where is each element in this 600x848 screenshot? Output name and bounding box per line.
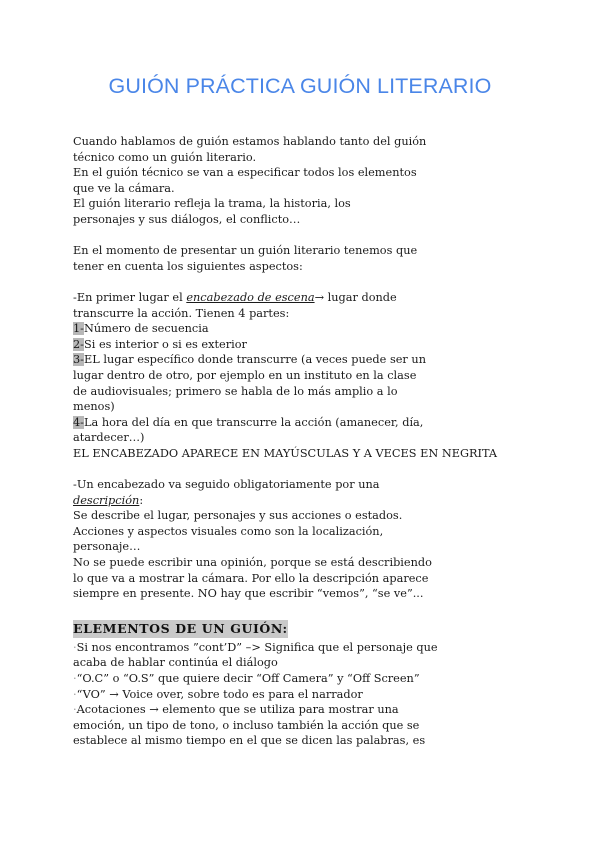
text-line: En el guión técnico se van a especificar todos los elementos — [73, 166, 417, 180]
text-line: técnico como un guión literario. — [73, 150, 257, 164]
list-item — [73, 337, 533, 353]
text-line: transcurre la acción. Tienen 4 partes: — [73, 306, 290, 320]
bullet-icon: · — [73, 672, 77, 685]
list-item — [73, 671, 533, 687]
list-item — [73, 640, 533, 656]
item-text: “VO” → Voice over, sobre todo es para el narrador — [76, 687, 363, 701]
item-text: Acotaciones → elemento que se utiliza para mostrar una — [76, 703, 399, 717]
text-line: establece al mismo tiempo en el que se dicen las palabras, es — [73, 734, 426, 748]
text-line: siempre en presente. NO hay que escribir “vemos”, “se ve”... — [73, 587, 424, 601]
descripcion-colon: : — [139, 493, 144, 507]
text-line: menos) — [73, 400, 115, 414]
text-line — [73, 493, 533, 509]
text-line: En el momento de presentar un guión literario tenemos que — [73, 244, 418, 258]
text-line: emoción, un tipo de tono, o incluso también la acción que se — [73, 718, 420, 732]
item-text: Si nos encontramos ”cont’D” –> Significa que el personaje que — [76, 640, 438, 654]
list-item — [73, 702, 533, 718]
list-item — [73, 352, 533, 368]
list-item — [73, 321, 533, 337]
text-line: lugar dentro de otro, por ejemplo en un instituto en la clase — [73, 368, 417, 382]
encabezado-note: EL ENCABEZADO APARECE EN MAYÚSCULAS Y A VECES EN NEGRITA — [73, 446, 498, 460]
text-line: El guión literario refleja la trama, la historia, los — [73, 197, 351, 211]
page-title: GUIÓN PRÁCTICA GUIÓN LITERARIO — [108, 74, 492, 98]
text-line: Acciones y aspectos visuales como son la localización, — [73, 524, 384, 538]
part-text: Número de secuencia — [84, 322, 209, 336]
spacer — [73, 461, 533, 477]
text-line: que ve la cámara. — [73, 181, 175, 195]
part-number: 3- — [73, 353, 85, 367]
descripcion-term: descripción — [73, 493, 140, 507]
text-line: No se puede escribir una opinión, porque se está describiendo — [73, 556, 432, 570]
text-line: Cuando hablamos de guión estamos hablando tanto del guión — [73, 135, 427, 148]
item-text: “O.C” o “O.S” que quiere decir “Off Camera” y “Off Screen” — [76, 672, 420, 685]
text-line: de audiovisuales; primero se habla de lo más amplio a lo — [73, 384, 398, 398]
encabezado-section — [73, 290, 533, 462]
section-heading-row — [73, 620, 533, 640]
encabezado-post: → lugar donde — [314, 290, 397, 304]
spacer — [73, 274, 533, 290]
list-item — [73, 415, 533, 431]
part-text: Si es interior o si es exterior — [84, 337, 247, 351]
text-line: acaba de hablar continúa el diálogo — [73, 656, 278, 670]
bullet-icon: · — [73, 640, 77, 654]
text-line: tener en cuenta los siguientes aspectos: — [73, 259, 303, 273]
part-number: 4- — [73, 415, 85, 429]
intro-paragraph — [73, 134, 533, 228]
part-text: EL lugar específico donde transcurre (a veces puede ser un — [84, 353, 426, 367]
encabezado-pre: -En primer lugar el — [73, 290, 187, 304]
bullet-icon: · — [73, 687, 77, 701]
part-text: La hora del día en que transcurre la acción (amanecer, día, — [84, 415, 424, 429]
part-number: 1- — [73, 322, 85, 336]
elementos-list — [73, 640, 533, 749]
text-line: personaje… — [73, 540, 141, 554]
document-body — [73, 134, 533, 749]
section-heading: ELEMENTOS DE UN GUIÓN: — [73, 620, 288, 636]
text-line: personajes y sus diálogos, el conflicto… — [73, 212, 301, 226]
text-line: Se describe el lugar, personajes y sus acciones o estados. — [73, 509, 403, 523]
descripcion-section — [73, 477, 533, 602]
present-paragraph — [73, 243, 533, 274]
text-line — [73, 290, 533, 306]
part-number: 2- — [73, 337, 85, 351]
bullet-icon: · — [73, 703, 77, 717]
text-line: lo que va a mostrar la cámara. Por ello la descripción aparece — [73, 571, 429, 585]
spacer — [73, 228, 533, 244]
list-item — [73, 687, 533, 703]
text-line: -Un encabezado va seguido obligatoriamente por una — [73, 478, 380, 492]
encabezado-term: encabezado de escena — [186, 290, 315, 304]
text-line: atardecer…) — [73, 431, 145, 445]
